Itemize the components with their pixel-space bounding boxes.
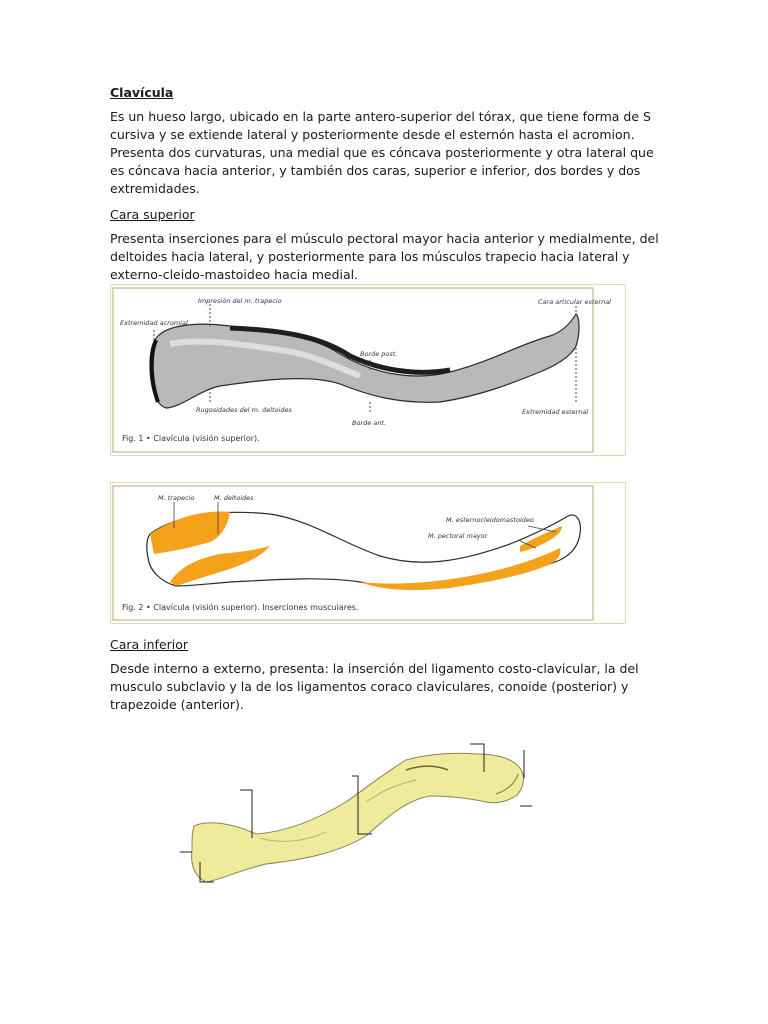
label-m-pectoral: M. pectoral mayor [428, 532, 488, 540]
inferior-paragraph: Desde interno a externo, presenta: la inserción del ligamento costo-clavicular, la del musculo subclavio y la de los ligamentos coraco claviculares, conoide (posterior) y trapezoide (anterior). [110, 661, 639, 712]
label-trapecio: Impresión del m. trapecio [198, 297, 282, 305]
label-extremidad-acromial: Extremidad acromial [120, 319, 188, 327]
label-borde-post: Borde post. [360, 350, 398, 358]
section-heading-inferior: Cara inferior [110, 637, 189, 652]
label-m-deltoides: M. deltoides [214, 494, 254, 502]
label-cara-articular: Cara articular esternal [538, 298, 611, 306]
figure-1 [110, 284, 626, 456]
document-body [110, 84, 660, 292]
figure-3 [176, 740, 548, 890]
figure-1-caption: Fig. 1 • Clavícula (visión superior). [122, 434, 260, 443]
label-extremidad-esternal: Extremidad esternal [522, 408, 589, 416]
document-body-lower [110, 636, 660, 722]
label-borde-ant: Borde ant. [352, 419, 387, 427]
figure-3-illustration [176, 740, 548, 890]
label-m-esterno: M. esternocleidomastoideo [446, 516, 534, 524]
page-title: Clavícula [110, 85, 174, 100]
label-m-trapecio: M. trapecio [158, 494, 195, 502]
figure-2-illustration [110, 482, 626, 624]
section-heading-superior: Cara superior [110, 207, 195, 222]
figure-1-illustration [110, 284, 626, 456]
figure-2 [110, 482, 626, 624]
figure-2-caption: Fig. 2 • Clavícula (visión superior). Inserciones musculares. [122, 603, 359, 612]
superior-paragraph: Presenta inserciones para el músculo pectoral mayor hacia anterior y medialmente, del deltoides hacia lateral, y posteriormente para los músculos trapecio hacia lateral y externo-cleido-mastoideo hacia medial. [110, 231, 659, 282]
label-rugosidades: Rugosidades del m. deltoides [196, 406, 292, 414]
intro-paragraph: Es un hueso largo, ubicado en la parte antero-superior del tórax, que tiene forma de S cursiva y se extiende lateral y posteriormente desde el esternón hasta el acromion. Presenta dos curvaturas, una medial que es cóncava posteriormente y otra lateral que es cóncava hacia anterior, y también dos caras, superior e inferior, dos bordes y dos extremidades. [110, 109, 654, 196]
